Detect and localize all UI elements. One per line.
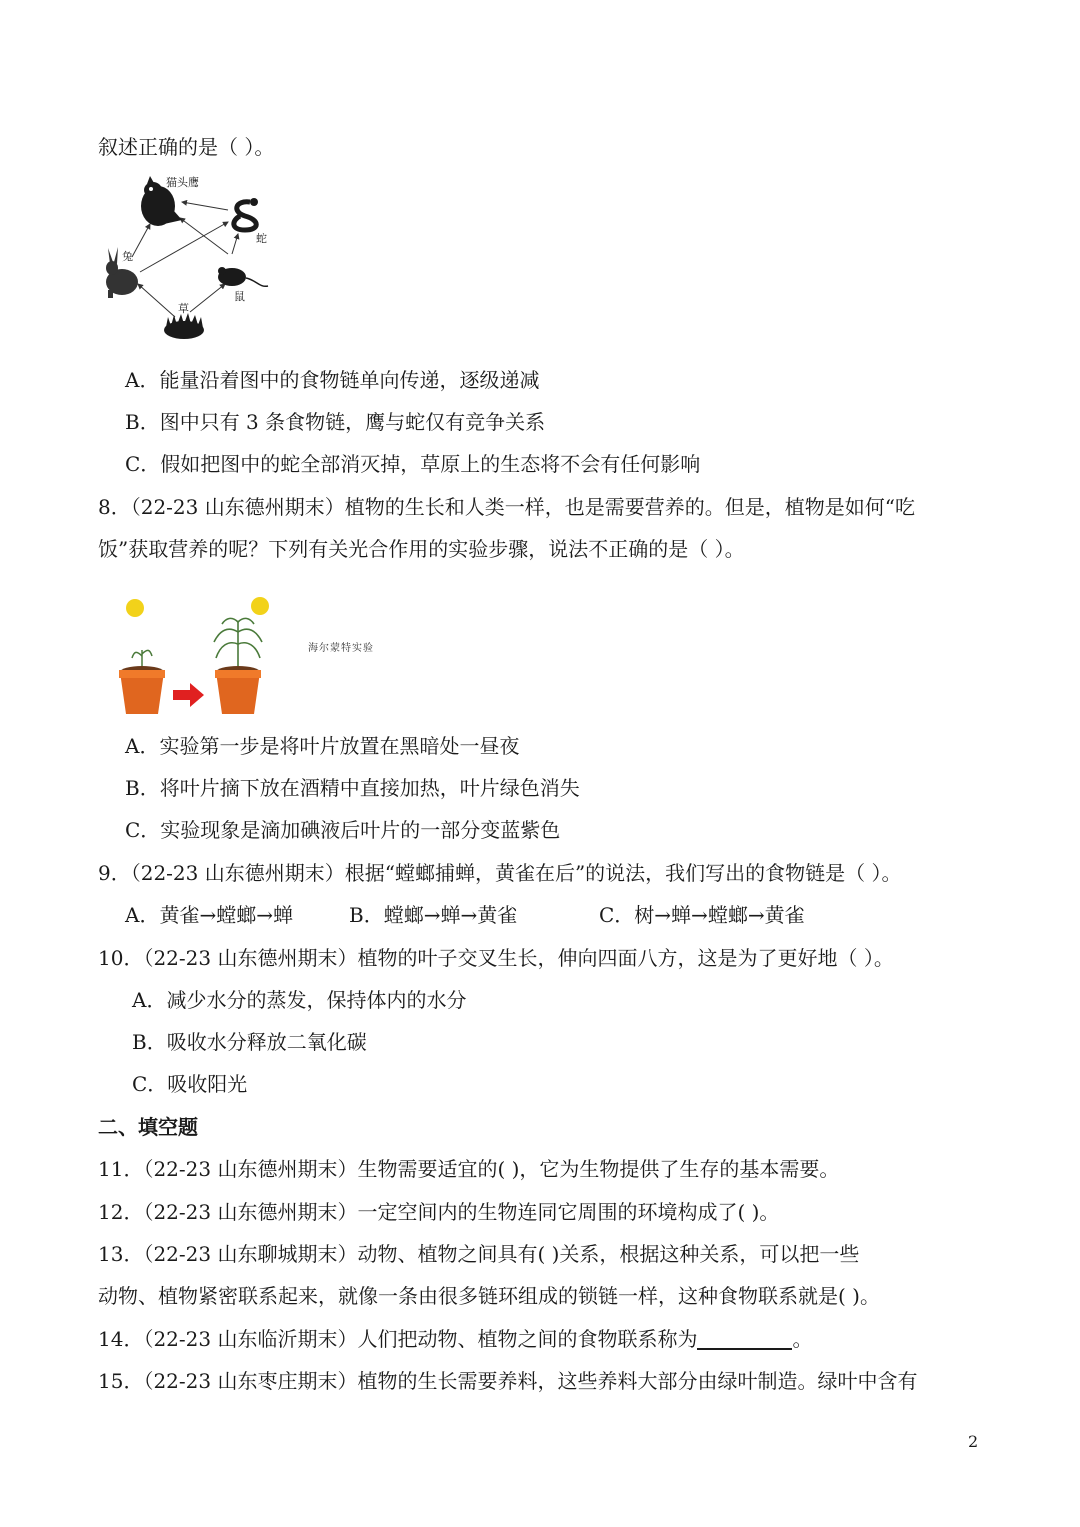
q7-option-b: B．图中只有 3 条食物链，鹰与蛇仅有竞争关系: [125, 410, 546, 434]
q8-option-a: A．实验第一步是将叶片放置在黑暗处一昼夜: [125, 734, 520, 758]
answer-blank[interactable]: [697, 1328, 792, 1350]
q7-option-a: A．能量沿着图中的食物链单向传递，逐级递减: [125, 368, 540, 392]
q14-text: 14．（22-23 山东临沂期末）人们把动物、植物之间的食物联系称为: [98, 1327, 698, 1351]
q8-option-c: C．实验现象是滴加碘液后叶片的一部分变蓝紫色: [125, 818, 561, 842]
plant-experiment-figure: [110, 592, 280, 722]
grass-icon: [164, 313, 204, 339]
food-web-figure: [100, 172, 280, 344]
q10-option-b: B．吸收水分释放二氧化碳: [132, 1030, 367, 1054]
flower-pot-icon: [215, 666, 261, 714]
q15: 15．（22-23 山东枣庄期末）植物的生长需要养料，这些养料大部分由绿叶制造。绿叶中含有: [98, 1369, 918, 1393]
q9-option-a: A．黄雀→螳螂→蝉: [125, 903, 293, 927]
red-arrow-icon: [173, 683, 204, 707]
q11: 11．（22-23 山东德州期末）生物需要适宜的( )，它为生物提供了生存的基本需要。: [98, 1157, 840, 1181]
q13-line1: 13．（22-23 山东聊城期末）动物、植物之间具有( )关系，根据这种关系，可以把一些: [98, 1242, 860, 1266]
grass-label: 草: [178, 302, 189, 315]
q9-option-c: C．树→蝉→螳螂→黄雀: [599, 903, 805, 927]
q9-option-b: B．螳螂→蝉→黄雀: [349, 903, 518, 927]
q8-option-b: B．将叶片摘下放在酒精中直接加热，叶片绿色消失: [125, 776, 580, 800]
q7-stem-tail: 叙述正确的是（ ）。: [98, 135, 275, 159]
q14: [98, 1324, 990, 1354]
sun-icon: [126, 599, 144, 617]
q9-stem: 9．（22-23 山东德州期末）根据“螳螂捕蝉，黄雀在后”的说法，我们写出的食物链是（ ）。: [98, 861, 902, 885]
q9-options: [125, 900, 990, 930]
tree-icon: [214, 618, 262, 670]
snake-label: 蛇: [256, 232, 267, 245]
snake-icon: [234, 198, 258, 230]
rabbit-label: 兔: [122, 250, 133, 263]
q8-stem-line2: 饭”获取营养的呢？下列有关光合作用的实验步骤，说法不正确的是（ ）。: [98, 537, 745, 561]
q10-option-c: C．吸收阳光: [132, 1072, 248, 1096]
section-heading: 二、填空题: [98, 1115, 198, 1139]
q8-stem-line1: 8．（22-23 山东德州期末）植物的生长和人类一样，也是需要营养的。但是，植物是如何“吃: [98, 495, 915, 519]
page-number: 2: [968, 1432, 979, 1451]
sun-icon: [251, 597, 269, 615]
q13-line2: 动物、植物紧密联系起来，就像一条由很多链环组成的锁链一样，这种食物联系就是( )。: [98, 1284, 880, 1308]
q12: 12．（22-23 山东德州期末）一定空间内的生物连同它周围的环境构成了( )。: [98, 1200, 780, 1224]
owl-label: 猫头鹰: [166, 176, 199, 189]
mouse-icon: [218, 267, 268, 286]
q14-tail: 。: [792, 1327, 813, 1351]
mouse-label: 鼠: [234, 290, 245, 303]
q10-option-a: A．减少水分的蒸发，保持体内的水分: [132, 988, 467, 1012]
flower-pot-icon: [119, 666, 165, 714]
experiment-caption: 海尔蒙特实验: [308, 643, 374, 654]
q7-option-c: C．假如把图中的蛇全部消灭掉，草原上的生态将不会有任何影响: [125, 452, 701, 476]
q10-stem: 10．（22-23 山东德州期末）植物的叶子交叉生长，伸向四面八方，这是为了更好地（ ）。: [98, 946, 894, 970]
